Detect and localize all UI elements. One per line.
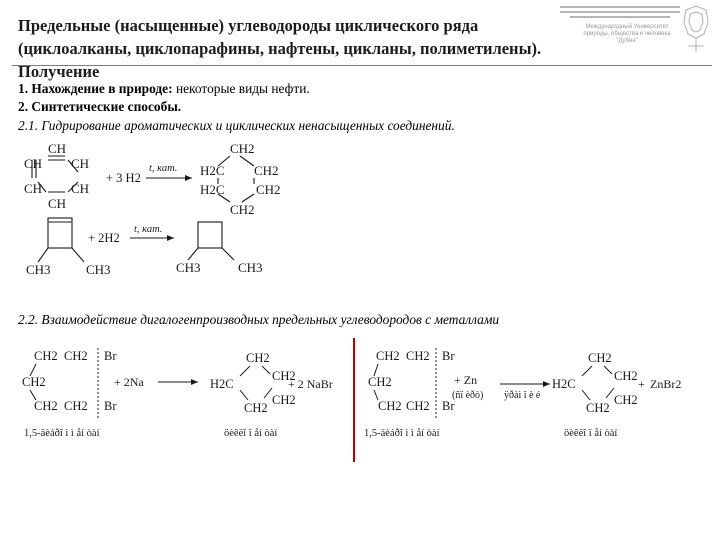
arrow-head-3 — [191, 379, 198, 385]
na-product-ch2-right: CH2 — [272, 369, 296, 383]
university-name-line1: Международный Университет — [585, 24, 669, 30]
na-product-ch2-top: CH2 — [246, 351, 270, 365]
product-ch3-left: CH3 — [176, 260, 201, 275]
na-reactant-ch2-d: CH2 — [34, 399, 58, 413]
na-reactant-br-bottom: Br — [104, 399, 117, 413]
zn-reactant-ch2-d: CH2 — [378, 399, 402, 413]
zn-condition-top: (ñï èðò) — [452, 390, 484, 401]
university-name-line2: природы, общества и человека — [583, 31, 671, 37]
na-reactant-ch2-a: CH2 — [34, 349, 58, 363]
benzene-ch-3: CH — [71, 156, 90, 171]
title-line-2: (циклоалканы, циклопарафины, нафтены, цикланы, полиметилены). Получение — [18, 39, 542, 81]
dihalide-heading: 2.2. Взаимодействие дигалогенпроизводных предельных углеводородов с металлами — [18, 312, 500, 327]
cyclohexane-h2c-1: H2C — [200, 163, 225, 178]
zinc-bromide-byproduct: ZnBr2 — [650, 377, 682, 391]
zn-reactant-ch2-b: CH2 — [406, 349, 430, 363]
na-product-caption: öèêëî ï åí òàí — [224, 428, 278, 439]
arrow-head-1 — [185, 175, 192, 181]
product-ch3-right: CH3 — [238, 260, 263, 275]
synthetic-methods-label: 2. Синтетические способы. — [18, 99, 182, 114]
benzene-ch-1: CH — [48, 141, 67, 156]
cyclohexane-ch2-bottom: CH2 — [230, 202, 255, 217]
slide-title — [18, 14, 618, 83]
zn-product-ch2-bottom: CH2 — [586, 401, 610, 415]
benzene-ch-4: CH — [24, 181, 43, 196]
zinc-reagent: + Zn — [454, 373, 478, 387]
na-reactant-ch2-b: CH2 — [64, 349, 88, 363]
university-name-line3: "Дубна" — [616, 38, 638, 44]
university-logo-text — [560, 2, 685, 58]
cyclohexane-ch2-right-2: CH2 — [256, 182, 281, 197]
natural-sources-text: некоторые виды нефти. — [172, 81, 310, 96]
zn-product-h2c: H2C — [552, 377, 576, 391]
arrow-head-4 — [543, 381, 550, 387]
zn-reactant-br-bottom: Br — [442, 399, 455, 413]
cyclobutene-hydrogenation-scheme — [18, 212, 278, 280]
na-reactant-caption: 1,5-äèáðî ì ì åí òàí — [24, 428, 100, 439]
zn-reactant-br-top: Br — [442, 349, 455, 363]
zinc-cyclization-scheme — [364, 344, 714, 444]
arrow-head-2 — [167, 235, 174, 241]
sodium-reagent: + 2Na — [114, 375, 144, 389]
zn-product-ch2-top: CH2 — [588, 351, 612, 365]
zn-reactant-ch2-a: CH2 — [376, 349, 400, 363]
synthetic-methods-line — [18, 98, 181, 115]
cyclohexane-h2c-2: H2C — [200, 182, 225, 197]
benzene-ch-5: CH — [71, 181, 90, 196]
na-product-ch2-br: CH2 — [272, 393, 296, 407]
na-reactant-ch2-c: CH2 — [22, 375, 46, 389]
zn-reactant-ch2-c: CH2 — [368, 375, 392, 389]
na-product-ch2-bottom: CH2 — [244, 401, 268, 415]
scheme-divider — [353, 338, 355, 462]
natural-sources-label: 1. Нахождение в природе: — [18, 81, 173, 96]
hydrogenation-heading: 2.1. Гидрирование ароматических и циклических ненасыщенных соединений. — [18, 118, 455, 133]
substituent-ch3-left: CH3 — [26, 262, 51, 277]
zn-reactant-ch2-e: CH2 — [406, 399, 430, 413]
substituent-ch3-right: CH3 — [86, 262, 111, 277]
zinc-bromide-plus: + — [638, 377, 645, 391]
na-product-h2c: H2C — [210, 377, 234, 391]
zn-condition-bottom: ÿðàì ï è é — [504, 390, 541, 401]
header-divider — [12, 65, 712, 66]
benzene-hydrogenation-scheme — [18, 138, 298, 220]
zn-product-caption: öèêëî ï åí òàí — [564, 428, 618, 439]
hydrogenation-condition-2: t, кат. — [134, 224, 163, 235]
zn-reactant-caption: 1,5-äèáðî ì ì åí òàí — [364, 428, 440, 439]
natural-sources-line — [18, 80, 310, 97]
hydrogenation-condition: t, кат. — [149, 163, 178, 174]
university-seal-icon — [678, 4, 714, 56]
sodium-cyclization-scheme — [18, 344, 348, 444]
zn-product-ch2-br: CH2 — [614, 393, 638, 407]
zn-product-ch2-right: CH2 — [614, 369, 638, 383]
benzene-ch-2: CH — [24, 156, 43, 171]
cyclohexane-ch2-right-1: CH2 — [254, 163, 279, 178]
cyclohexane-ch2-top: CH2 — [230, 141, 255, 156]
sodium-bromide-byproduct: + 2 NaBr — [288, 377, 333, 391]
benzene-ch-6: CH — [48, 196, 67, 211]
hydrogen-reagent: + 3 H2 — [106, 171, 141, 185]
na-reactant-ch2-e: CH2 — [64, 399, 88, 413]
title-line-1: Предельные (насыщенные) углеводороды циклического ряда — [18, 16, 479, 35]
na-reactant-br-top: Br — [104, 349, 117, 363]
hydrogen-reagent-2: + 2H2 — [88, 231, 120, 245]
